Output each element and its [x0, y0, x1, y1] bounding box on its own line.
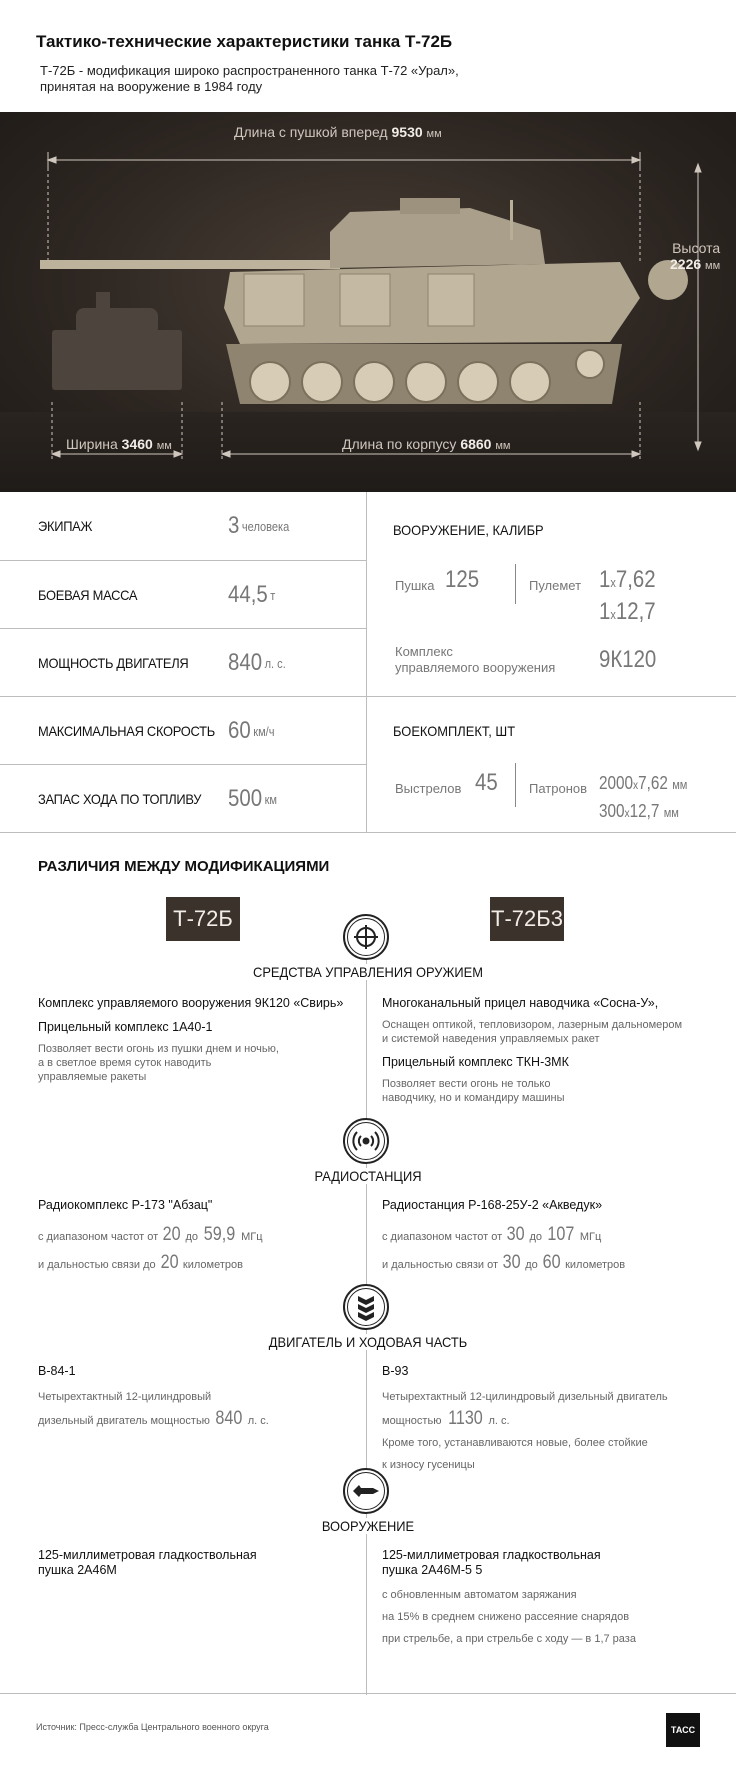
width-label: Ширина 3460 мм — [66, 436, 172, 452]
page-title: Тактико-технические характеристики танка Т-72Б — [36, 32, 453, 51]
stats-table — [0, 492, 736, 832]
length-with-gun-label: Длина с пушкой вперед 9530 мм — [234, 124, 442, 140]
page-subtitle: Т-72Б - модификация широко распространенного танка Т-72 «Урал», принятая на вооружение в 1984 году — [40, 63, 459, 94]
badge-t72b: Т-72Б — [166, 897, 240, 941]
stat-speed: МАКСИМАЛЬНАЯ СКОРОСТЬ 60 км/ч — [0, 696, 367, 764]
track-icon — [343, 1284, 389, 1330]
shell-icon — [343, 1468, 389, 1514]
differences-title: РАЗЛИЧИЯ МЕЖДУ МОДИФИКАЦИЯМИ — [38, 858, 330, 875]
badge-t72b3: Т-72Б3 — [490, 897, 564, 941]
hull-length-label: Длина по корпусу 6860 мм — [342, 436, 511, 452]
stat-range: ЗАПАС ХОДА ПО ТОПЛИВУ 500 км — [0, 764, 367, 832]
weapons-heading: ВООРУЖЕНИЕ — [29, 1518, 706, 1534]
radio-heading: РАДИОСТАНЦИЯ — [29, 1168, 706, 1184]
tank-hero-image — [0, 112, 736, 492]
armament-section: ВООРУЖЕНИЕ, КАЛИБР Пушка 125 Пулемет 1x7,62 1x12,7 Комплекс управляемого вооружения 9К120 — [393, 522, 657, 675]
engine-heading: ДВИГАТЕЛЬ И ХОДОВАЯ ЧАСТЬ — [29, 1334, 706, 1350]
stat-crew: ЭКИПАЖ 3 человека — [38, 512, 290, 539]
tass-logo: ТАСС — [666, 1713, 700, 1747]
crosshair-icon — [343, 914, 389, 960]
radio-waves-icon — [343, 1118, 389, 1164]
fire-control-heading: СРЕДСТВА УПРАВЛЕНИЯ ОРУЖИЕМ — [29, 964, 706, 980]
stat-mass: БОЕВАЯ МАССА 44,5 т — [0, 560, 367, 628]
ammo-section: БОЕКОМПЛЕКТ, ШТ Выстрелов 45 Патронов 2000x7,62 мм 300x12,7 мм — [367, 696, 736, 832]
height-label: Высота 2226 мм — [670, 240, 721, 272]
source-note: Источник: Пресс-служба Центрального военного округа — [36, 1722, 269, 1732]
tank-illustration — [0, 112, 736, 492]
stat-power: МОЩНОСТЬ ДВИГАТЕЛЯ 840 л. с. — [0, 628, 367, 696]
